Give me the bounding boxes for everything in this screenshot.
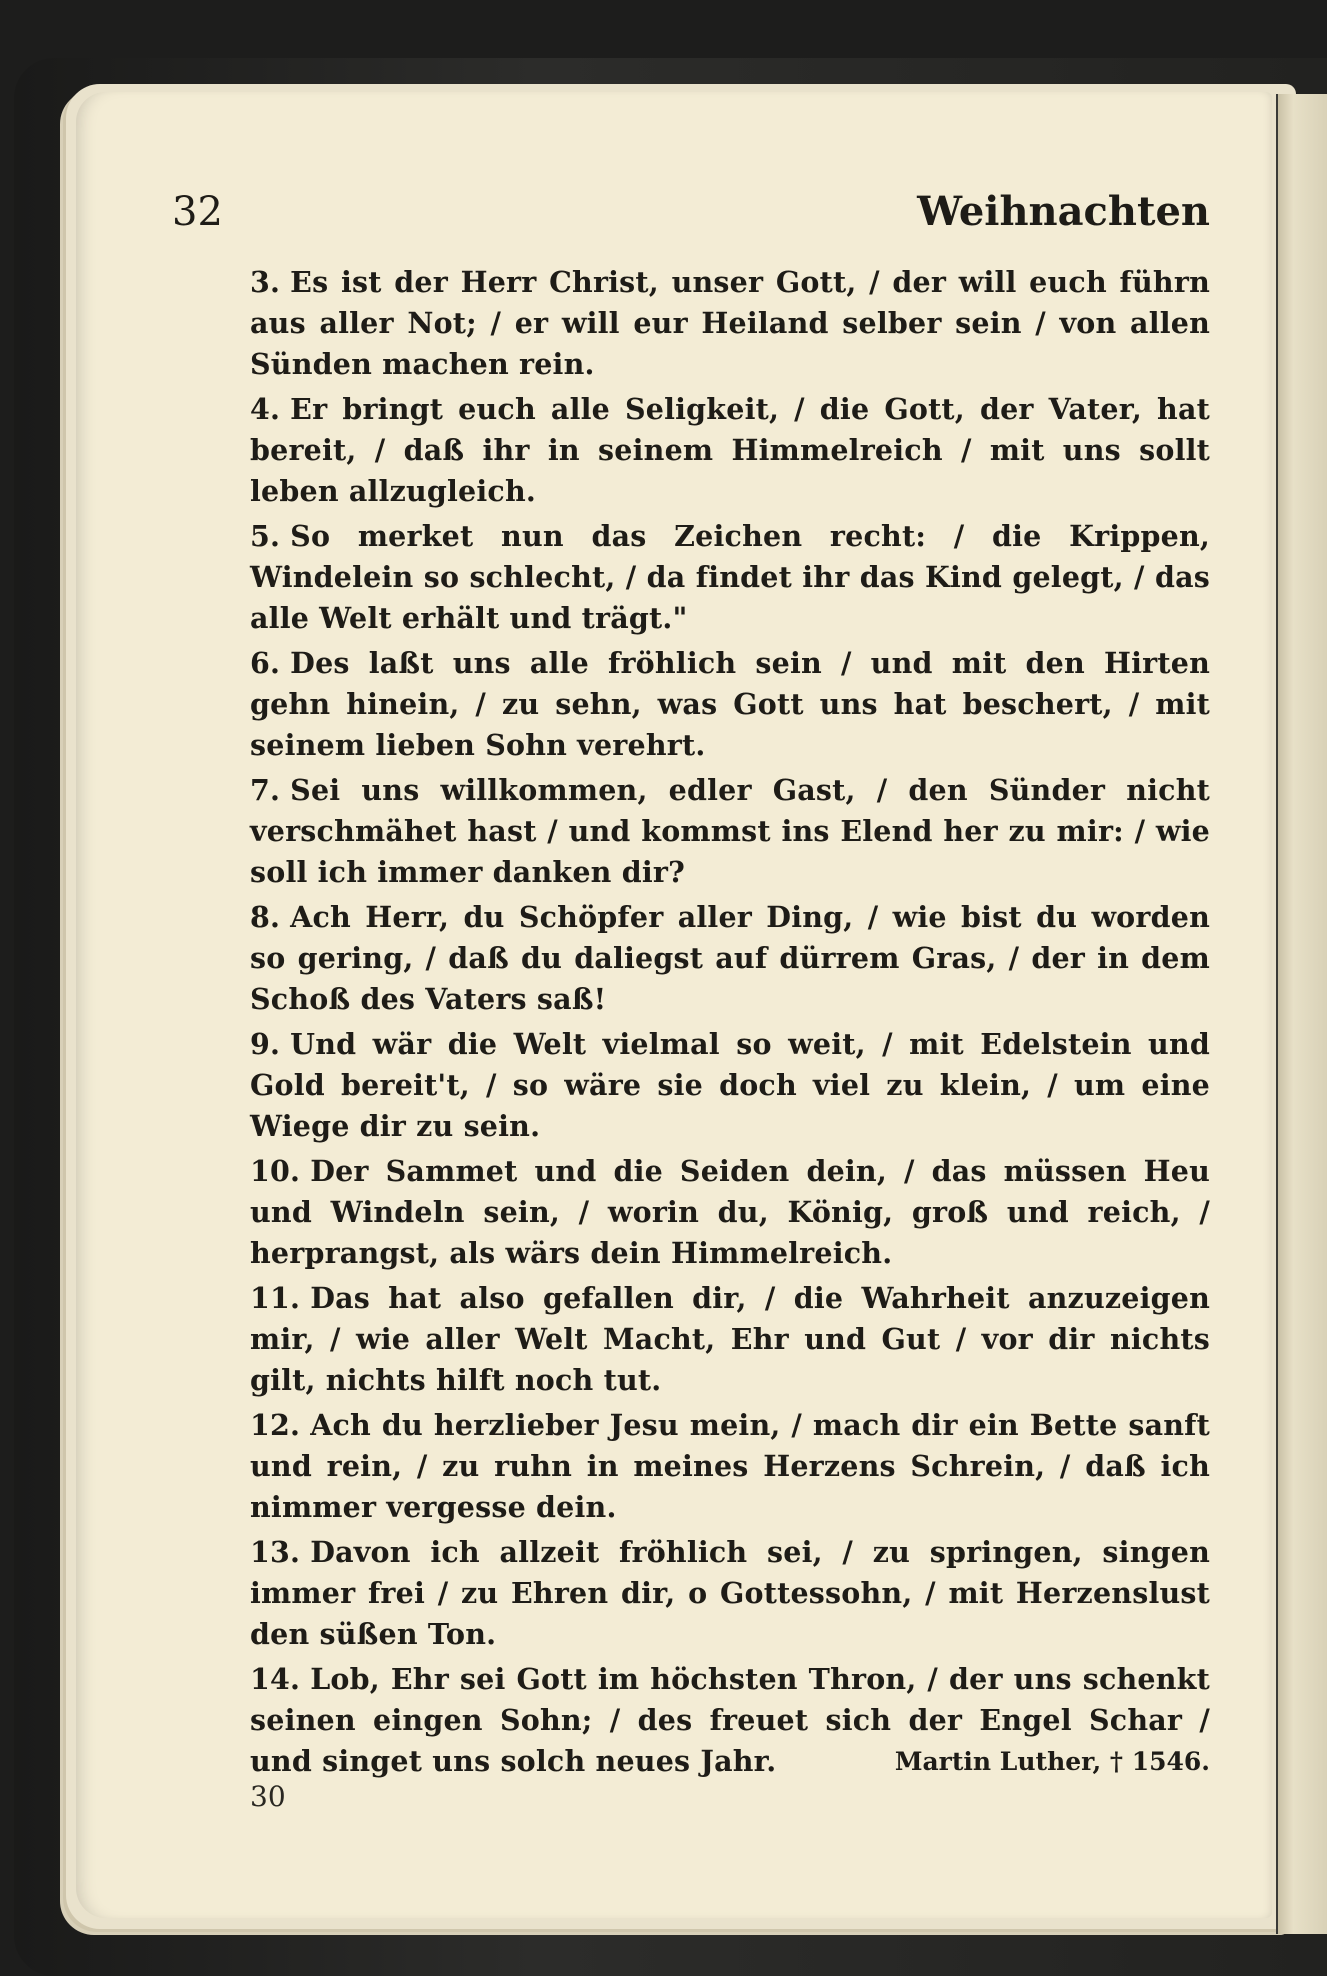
stanza-body — [208, 1535, 1210, 1651]
stanza-number: 9. — [250, 1027, 281, 1061]
stanza-body — [208, 900, 1210, 1016]
stanza-text: Ach Herr, du Schöpfer aller Ding, / wie bist du worden so gering, / daß du daliegst auf dürrem Gras, / der in dem Schoß des Vaters saß! — [250, 900, 1210, 1016]
stanza-number: 8. — [250, 900, 281, 934]
stanza-body — [208, 773, 1210, 889]
stanza — [250, 1024, 1210, 1147]
stanza — [250, 1405, 1210, 1528]
attribution: Martin Luther, † 1546. — [894, 1747, 1210, 1776]
stanza — [250, 770, 1210, 893]
stanza-text: Es ist der Herr Christ, unser Gott, / der will euch führn aus aller Not; / er will eur Heiland selber sein / von allen Sünden machen rein. — [250, 265, 1210, 381]
stanza — [250, 262, 1210, 385]
stanza — [250, 1659, 1210, 1782]
stanza-body — [208, 519, 1210, 635]
hymn-text — [250, 262, 1210, 1786]
stanza-text: Davon ich allzeit fröhlich sei, / zu springen, singen immer frei / zu Ehren dir, o Gottessohn, / mit Herzenslust den süßen Ton. — [250, 1535, 1210, 1651]
stanza-number: 3. — [250, 265, 281, 299]
stanza-text: Lob, Ehr sei Gott im höchsten Thron, / der uns schenkt seinen eingen Sohn; / des freuet sich der Engel Schar / und singet uns solch neues Jahr. — [250, 1662, 1210, 1778]
stanza-number: 10. — [250, 1154, 301, 1188]
stanza-number: 5. — [250, 519, 281, 553]
stanza-text: Und wär die Welt vielmal so weit, / mit Edelstein und Gold bereit't, / so wäre sie doch viel zu klein, / um eine Wiege dir zu sein. — [250, 1027, 1210, 1143]
stanza-body — [208, 1154, 1210, 1270]
stanza-number: 12. — [250, 1408, 301, 1442]
stanza — [250, 389, 1210, 512]
stanza — [250, 1532, 1210, 1655]
stanza-number: 4. — [250, 392, 281, 426]
stanza-text: Des laßt uns alle fröhlich sein / und mit den Hirten gehn hinein, / zu sehn, was Gott uns hat beschert, / mit seinem lieben Sohn verehrt. — [250, 646, 1210, 762]
stanza-text: So merket nun das Zeichen recht: / die Krippen, Windelein so schlecht, / da findet ihr das Kind gelegt, / das alle Welt erhält und trägt." — [250, 519, 1210, 635]
signature-mark: 30 — [250, 1780, 286, 1813]
stanza-body — [208, 1408, 1210, 1524]
page-edge — [1276, 94, 1327, 1934]
page-number: 32 — [172, 189, 223, 235]
stanza-number: 14. — [250, 1662, 301, 1696]
stanza-text: Sei uns willkommen, edler Gast, / den Sünder nicht verschmähet hast / und kommst ins Elend her zu mir: / wie soll ich immer danken dir? — [250, 773, 1210, 889]
stanza-number: 13. — [250, 1535, 301, 1569]
stanza — [250, 1151, 1210, 1274]
stanza — [250, 516, 1210, 639]
page-header — [172, 188, 1210, 238]
stanza — [250, 897, 1210, 1020]
stanza — [250, 1278, 1210, 1401]
stanza-body — [208, 392, 1210, 508]
stanza-text: Er bringt euch alle Seligkeit, / die Gott, der Vater, hat bereit, / daß ihr in seinem Himmelreich / mit uns sollt leben allzugleich. — [250, 392, 1210, 508]
stanza-text: Der Sammet und die Seiden dein, / das müssen Heu und Windeln sein, / worin du, König, groß und reich, / herprangst, als wärs dein Himmelreich. — [250, 1154, 1210, 1270]
running-head: Weihnachten — [917, 188, 1210, 235]
stanza-number: 6. — [250, 646, 281, 680]
stanza-number: 11. — [250, 1281, 301, 1315]
stanza-body — [208, 265, 1210, 381]
stanza — [250, 643, 1210, 766]
stanza-number: 7. — [250, 773, 281, 807]
stanza-body — [208, 1281, 1210, 1397]
stanza-body — [208, 646, 1210, 762]
stanza-text: Das hat also gefallen dir, / die Wahrheit anzuzeigen mir, / wie aller Welt Macht, Ehr und Gut / vor dir nichts gilt, nichts hilft noch tut. — [250, 1281, 1210, 1397]
stanza-text: Ach du herzlieber Jesu mein, / mach dir ein Bette sanft und rein, / zu ruhn in meines Herzens Schrein, / daß ich nimmer vergesse dein. — [250, 1408, 1210, 1524]
stanza-body — [208, 1027, 1210, 1143]
